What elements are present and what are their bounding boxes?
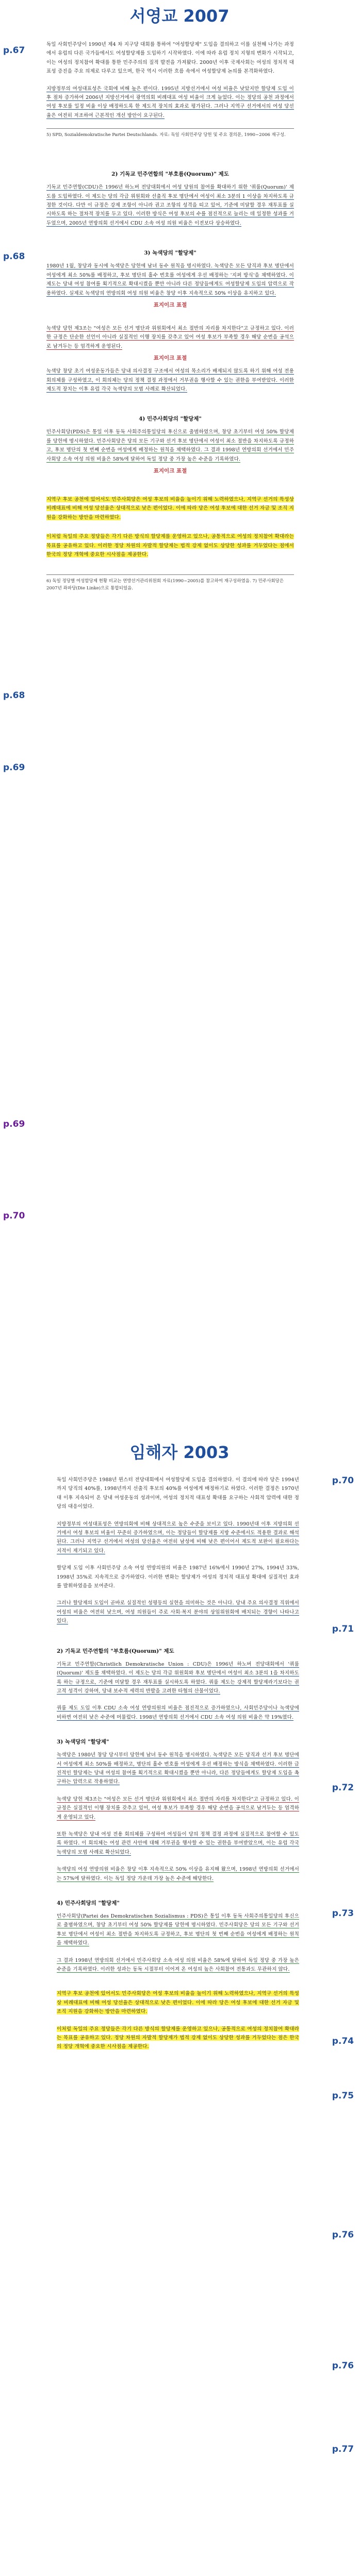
page-mark: p.70 xyxy=(3,1211,25,1221)
page-mark: p.74 xyxy=(332,2036,354,2046)
underlined-text: 지방정부의 여성대표성은 연방의회에 비해 상대적으로 높은 수준을 보이고 있다. 1990년대 이후 지방의회 선거에서 여성 후보의 비율이 꾸준히 증가하였으며, 이는 정당들이 할당제를 지방 수준에서도 적용한 결과로 해석된다. 그러나 지역구 선거에서 여성의 당선율은 여전히 남성에 비해 낮은 편이어서 제도적 보완이 필요하다는 지적이 제기되고 있다. xyxy=(57,1521,299,1554)
paragraph xyxy=(57,1830,299,1857)
plagiarism-note: 표지이크 표절 xyxy=(153,467,187,474)
paragraph xyxy=(57,1865,299,1883)
document-title: 서영교 2007 xyxy=(129,6,230,26)
paragraph xyxy=(57,1989,299,2016)
underlined-text: 또한 녹색당은 당내 여성 전용 회의체를 구성하여 여성들이 당의 정책 결정 과정에 실질적으로 참여할 수 있도록 하였다. 이 회의체는 여성 관련 사안에 대해 거부권을 행사할 수 있는 권한을 부여받았으며, 이는 유럽 각국 녹색당의 모범 사례로 확산되었다. xyxy=(57,1831,299,1855)
document-title: 임해자 2003 xyxy=(129,1443,230,1462)
highlighted-text: 지역구 후보 공천에 있어서도 민주사회당은 여성 후보의 비율을 높이기 위해 노력하였으나, 지역구 선거의 특성상 비례대표에 비해 여성 당선율은 상대적으로 낮은 편이었다. 이에 따라 당은 여성 후보에 대한 선거 자금 및 조직 지원을 강화하는 방안을 마련하였다. xyxy=(46,496,294,520)
underlined-text: 녹색당의 여성 연방의원 비율은 창당 이후 지속적으로 50% 이상을 유지해 왔으며, 1998년 연방의회 선거에서는 57%에 달하였다. 이는 독일 정당 가운데 가장 높은 수준에 해당한다. xyxy=(57,1867,299,1882)
paragraph xyxy=(57,1751,299,1787)
paragraph: 할당제 도입 이후 사회민주당 소속 여성 연방의원의 비율은 1987년 16%에서 1990년 27%, 1994년 33%, 1998년 35%로 지속적으로 증가하였다. 이러한 변화는 할당제가 여성의 정치적 대표성 확대에 실질적인 효과를 발휘하였음을 보여준다. xyxy=(57,1565,299,1589)
paragraph xyxy=(46,532,294,559)
paragraph xyxy=(57,1704,299,1722)
paragraph xyxy=(57,1660,299,1696)
page-mark: p.68 xyxy=(3,690,25,701)
section-heading: 3) 녹색당의 "할당제" xyxy=(57,1739,109,1745)
page-mark: p.68 xyxy=(3,251,25,262)
page-mark: p.75 xyxy=(332,2091,354,2101)
underlined-text: 녹색당 창당 초기 여성운동가들은 당내 의사결정 구조에서 여성의 목소리가 배제되지 않도록 하기 위해 여성 전용 회의체를 구성하였고, 이 회의체는 당의 정책 결정 과정에서 거부권을 행사할 수 있는 권한을 부여받았다. 이러한 제도적 장치는 이후 유럽 각국 녹색당의 모범 사례로 확산되었다. xyxy=(46,368,294,392)
underlined-text: 녹색당 당헌 제3조는 "여성은 모든 선거 명단과 위원회에서 최소 절반의 자리를 차지한다"고 규정하고 있다. 이 규정은 실질적인 이행 장치를 갖추고 있어, 여성 후보가 부족할 경우 해당 순번을 공석으로 남겨두는 등 엄격하게 운영되고 있다. xyxy=(57,1796,299,1820)
underlined-text: 지방정부의 여성대표성은 국회에 비해 높은 편이다. 1995년 지방선거에서 여성 비율은 낮았지만 할당제 도입 이후 점차 증가하여 2006년 지방선거에서 광역의회 비례대표 여성 비율이 크게 늘었다. 이는 정당의 공천 과정에서 여성 후보를 일정 비율 이상 배정하도록 한 제도적 장치의 효과로 평가된다. 그러나 지역구 선거에서의 여성 당선율은 여전히 저조하여 근본적인 개선 방안이 요구된다. xyxy=(46,86,294,118)
underlined-text: 1980년 1월, 창당과 동시에 녹색당은 당헌에 남녀 동수 원칙을 명시하였다. 녹색당은 모든 당직과 후보 명단에서 여성에게 최소 50%를 배정하고, 후보 명단의 홀수 번호를 여성에게 우선 배정하는 '지퍼 방식'을 채택하였다. 이 제도는 당내 여성 참여를 획기적으로 확대시켰을 뿐만 아니라 다른 정당들에게도 여성할당제 도입의 압력으로 작용하였다. 실제로 녹색당의 연방의회 여성 의원 비율은 창당 이후 지속적으로 50% 이상을 유지하고 있다. xyxy=(46,263,294,296)
paragraph xyxy=(57,1795,299,1822)
footnote: 5) SPD, Sozialdemokratische Partei Deutschlands. 자료: 독일 사회민주당 당헌 및 주요 결의문, 1990~2006 재구성. xyxy=(46,128,294,139)
underlined-text: 녹색당 당헌 제3조는 "여성은 모든 선거 명단과 위원회에서 최소 절반의 자리를 차지한다"고 규정하고 있다. 이러한 규정은 단순한 선언이 아니라 실질적인 이행 장치를 갖추고 있어 여성 후보가 부족할 경우 해당 순번을 공석으로 남겨두는 등 엄격하게 운영된다. xyxy=(46,325,294,349)
highlighted-text: 지역구 후보 공천에 있어서도 민주사회당은 여성 후보의 비율을 높이기 위해 노력하였으나, 지역구 선거의 특성상 비례대표에 비해 여성 당선율은 상대적으로 낮은 편이었다. 이에 따라 당은 여성 후보에 대한 선거 자금 및 조직 지원을 강화하는 방안을 마련하였다. xyxy=(57,1991,299,2015)
highlighted-text: 이처럼 독일의 주요 정당들은 각기 다른 방식의 할당제를 운영하고 있으나, 공통적으로 여성의 정치참여 확대라는 목표를 공유하고 있다. 이러한 정당 차원의 자발적 할당제는 법적 강제 없이도 상당한 성과를 거두었다는 점에서 한국의 정당 개혁에 중요한 시사점을 제공한다. xyxy=(46,534,294,557)
document-panel-2003 xyxy=(0,1438,359,2576)
paragraph xyxy=(46,84,294,121)
paragraph: 독일 사회민주당이 1990년 제4 차 지구당 대회를 통하여 "여성할당제" 도입을 결의하고 이를 실천해 나가는 과정에서 유럽의 다른 국가들에서도 여성할당제를 도입하기 시작하였다. 이에 따라 유럽 정치 지형의 변화가 시작되고, 이는 여성의 정치참여 확대를 통한 민주주의의 질적 발전을 가져왔다. 2000년 이후 국제사회는 여성의 정치적 대표성 증진을 주요 의제로 다루고 있으며, 한국 역시 이러한 흐름 속에서 여성할당제 논의를 본격화하였다. xyxy=(46,42,294,75)
section-heading: 2) 기독교 민주연합의 "부호름(Quorum)" 제도 xyxy=(57,1648,174,1654)
paragraph xyxy=(46,495,294,522)
section-heading: 4) 민주사회당의 "할당제" xyxy=(57,1900,120,1906)
document-body xyxy=(46,40,294,592)
section-heading: 2) 기독교 민주연합의 "부호름(Quorum)" 제도 xyxy=(111,171,229,178)
underlined-text: 그러나 할당제의 도입이 곧바로 실질적인 성평등의 실현을 의미하는 것은 아니다. 당내 주요 의사결정 직위에서 여성의 비율은 여전히 낮으며, 여성 의원들이 주로 사회·복지 분야의 상임위원회에 배치되는 경향이 나타나고 있다. xyxy=(57,1600,299,1624)
footnote: 6) 독일 정당별 여성할당제 현황 비교는 연방선거관리위원회 자료(1990~2005)를 참고하여 재구성하였음. 7) 민주사회당은 2007년 좌파당(Die Linke)으로 통합되었음. xyxy=(46,574,294,592)
paragraph xyxy=(57,1912,299,1948)
paragraph xyxy=(46,262,294,298)
plagiarism-note: 표지이크 표절 xyxy=(153,355,187,362)
paragraph: 독일 사회민주당은 1988년 뮌스터 전당대회에서 여성할당제 도입을 결의하였다. 이 결의에 따라 당은 1994년까지 당직의 40%를, 1998년까지 선출직 후보의 40%를 여성에게 배정하기로 하였다. 이러한 결정은 1970년대 이후 지속되어 온 당내 여성운동의 성과이며, 여성의 정치적 대표성 확대를 요구하는 사회적 압력에 대한 정당의 대응이었다. xyxy=(57,1477,299,1510)
page-mark: p.72 xyxy=(332,1783,354,1793)
paragraph xyxy=(57,1956,299,1974)
page-mark: p.73 xyxy=(332,1908,354,1919)
paragraph xyxy=(46,428,294,464)
paragraph xyxy=(57,2025,299,2052)
page-mark: p.69 xyxy=(3,1119,25,1129)
underlined-text: 녹색당은 1980년 창당 당시부터 당헌에 남녀 동수 원칙을 명시하였다. 녹색당은 모든 당직과 선거 후보 명단에서 여성에게 최소 50%를 배정하고, 명단의 홀수 번호를 여성에게 우선 배정하는 방식을 채택하였다. 이러한 급진적인 할당제는 당내 여성의 참여를 획기적으로 확대시켰을 뿐만 아니라, 다른 정당들에게도 할당제 도입을 촉구하는 압력으로 작용하였다. xyxy=(57,1752,299,1785)
paragraph xyxy=(46,183,294,228)
page-mark: p.71 xyxy=(332,1624,354,1634)
paragraph xyxy=(57,1520,299,1556)
underlined-text: 민주사회당(PDS)은 통일 이후 동독 사회주의통일당의 후신으로 출범하였으며, 창당 초기부터 여성 50% 할당제를 당헌에 명시하였다. 민주사회당은 당의 모든 기구와 선거 후보 명단에서 여성이 최소 절반을 차지하도록 규정하고, 후보 명단의 첫 번째 순번을 여성에게 배정하는 원칙을 채택하였다. 그 결과 1998년 연방의회 선거에서 민주사회당 소속 여성 의원 비율은 58%에 달하여 독일 정당 중 가장 높은 수준을 기록하였다. xyxy=(46,429,294,462)
page-mark: p.76 xyxy=(332,2361,354,2371)
page-mark: p.70 xyxy=(332,1476,354,1486)
underlined-text: 기독교 민주연합(Christlich Demokratische Union : CDU)은 1996년 하노버 전당대회에서 '쿼룸(Quorum)' 제도를 채택하였다. 이 제도는 당의 각급 위원회와 후보 명단에서 여성이 최소 3분의 1을 차지하도록 하는 규정으로, 기준에 미달할 경우 재투표를 실시하도록 하였다. 쿼룸 제도는 강제적 할당제라기보다는 권고적 성격이 강하며, 당내 보수적 세력의 반발을 고려한 타협의 산물이었다. xyxy=(57,1661,299,1694)
page-mark: p.69 xyxy=(3,762,25,773)
highlighted-text: 이처럼 독일의 주요 정당들은 각기 다른 방식의 할당제를 운영하고 있으나, 공통적으로 여성의 정치참여 확대라는 목표를 공유하고 있다. 정당 차원의 자발적 할당제가 법적 강제 없이도 상당한 성과를 거두었다는 점은 한국의 정당 개혁에 중요한 시사점을 제공한다. xyxy=(57,2026,299,2050)
page-mark: p.76 xyxy=(332,2230,354,2240)
underlined-text: 기독교 민주연합(CDU)은 1996년 하노버 전당대회에서 여성 당원의 참여를 확대하기 위한 '쿼룸(Quorum)' 제도를 도입하였다. 이 제도는 당의 각급 위원회와 선출직 후보 명단에서 여성이 최소 3분의 1 이상을 차지하도록 규정한 것이다. 다만 이 규정은 강제 조항이 아니라 권고 조항의 성격을 띠고 있어, 기준에 미달할 경우 재투표를 실시하도록 하는 절차적 장치를 두고 있다. 이러한 방식은 여성 후보의 수를 점진적으로 늘리는 데 일정한 성과를 거두었으며, 2005년 연방의회 선거에서 CDU 소속 여성 의원 비율은 이전보다 상승하였다. xyxy=(46,184,294,226)
underlined-text: 쿼룸 제도 도입 이후 CDU 소속 여성 연방의원의 비율은 점진적으로 증가하였으나, 사회민주당이나 녹색당에 비하면 여전히 낮은 수준에 머물렀다. 1998년 연방의회 선거에서 CDU 소속 여성 의원 비율은 약 19%였다. xyxy=(57,1705,299,1720)
document-body xyxy=(57,1476,299,2060)
paragraph xyxy=(46,324,294,351)
section-heading: 3) 녹색당의 "할당제" xyxy=(144,250,197,257)
plagiarism-note: 표지이크 표절 xyxy=(153,301,187,308)
paragraph xyxy=(57,1599,299,1625)
paragraph xyxy=(46,367,294,394)
underlined-text: 민주사회당(Partei des Demokratischen Sozialismus : PDS)은 통일 이후 동독 사회주의통일당의 후신으로 출범하였으며, 창당 초기부터 여성 50% 할당제를 당헌에 명시하였다. 민주사회당은 당의 모든 기구와 선거 후보 명단에서 여성이 최소 절반을 차지하도록 규정하고, 후보 명단의 첫 번째 순번을 여성에게 배정하는 원칙을 채택하였다. xyxy=(57,1913,299,1946)
underlined-text: 그 결과 1998년 연방의회 선거에서 민주사회당 소속 여성 의원 비율은 58%에 달하여 독일 정당 중 가장 높은 수준을 기록하였다. 이러한 성과는 동독 시절부터 이어져 온 여성의 높은 사회참여 전통과도 무관하지 않다. xyxy=(57,1957,299,1973)
page-mark: p.67 xyxy=(3,45,25,56)
section-heading: 4) 민주사회당의 "할당제" xyxy=(139,416,202,422)
page-mark: p.77 xyxy=(332,2444,354,2454)
